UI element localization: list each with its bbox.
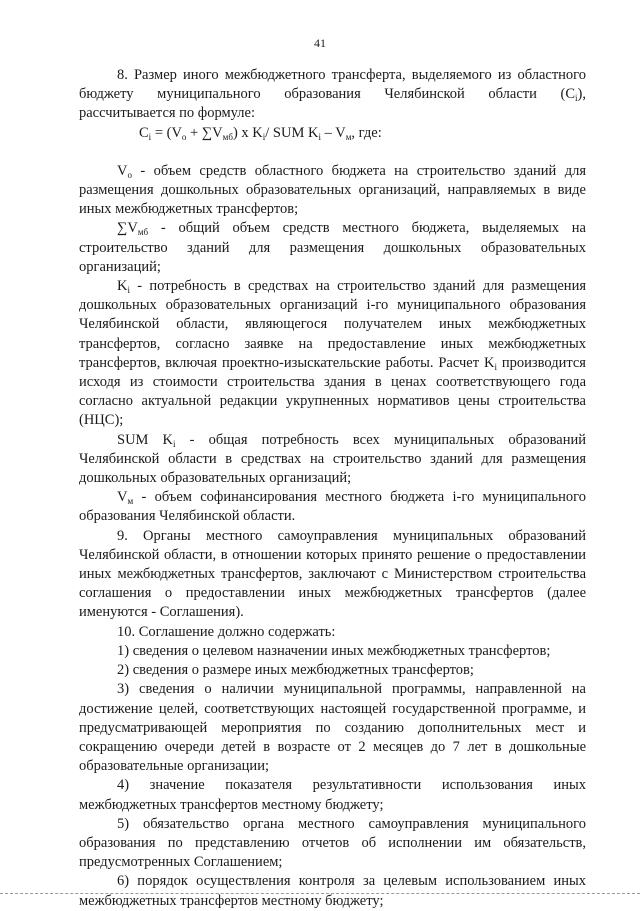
paragraph-8: 8. Размер иного межбюджетного трансферта, выделяемого из областного бюджету муниципального образования Челябинской области $(C_i)$, рассчитывается по формуле: — [79, 67, 586, 122]
paragraph-10: 10. Соглашение должно содержать: — [117, 623, 336, 640]
formula: $C_i = (V_o + \sum V_{мб})$ x $K_i/$ SUM $K_i - V_м$, где: — [139, 124, 382, 142]
page-number: 41 — [314, 36, 326, 50]
definition-ki: $K_i$ - потребность в средствах на строительство зданий для размещения дошкольных образовательных организаций i-го муниципального образования Челябинской области, являющегося получателем иных межбюджетных трансфертов, согласно заявке на предоставление иных межбюджетных трансфертов, включая проектно-изыскательские работы. Расчет $K_i$ производится исходя из стоимости строительства здания в ценах соответствующего года согласно актуальной редакции укрупненных нормативов цены строительства (НЦС); — [79, 278, 586, 429]
list-item: 6) порядок осуществления контроля за целевым использованием иных межбюджетных трансфертов местному бюджету; — [79, 873, 586, 909]
definition-vmb: $\sum V_{мб}$ - общий объем средств местного бюджета, выделяемых на строительство зданий для размещения дошкольных образовательных организаций; — [79, 220, 586, 275]
blank-line — [79, 143, 586, 162]
definition-v0: $V_o$ - объем средств областного бюджета на строительство зданий для размещения дошкольных образовательных организаций, направляемых в виде иных межбюджетных трансфертов; — [79, 162, 586, 218]
list-item: 4) значение показателя результативности использования иных межбюджетных трансфертов местному бюджету; — [79, 777, 586, 813]
document-body — [79, 66, 586, 911]
list-item: 1) сведения о целевом назначении иных межбюджетных трансфертов; — [117, 642, 551, 659]
list-item: 3) сведения о наличии муниципальной программы, направленной на достижение целей, соответствующих настоящей государственной программе, и предусматривающей мероприятия по созданию дополнительных мест и сокращению очереди детей в возрасте от 2 месяцев до 7 лет в дошкольные образовательные организации; — [79, 681, 586, 775]
definition-sumki: SUM $K_i$ - общая потребность всех муниципальных образований Челябинской области в средствах на строительство зданий для размещения дошкольных образовательных организаций; — [79, 431, 586, 487]
list-item: 5) обязательство органа местного самоуправления муниципального образования по представлению отчетов об исполнении им обязательств, предусмотренных Соглашением; — [79, 815, 586, 871]
definition-vm: $V_м$ - объем софинансирования местного бюджета i-го муниципального образования Челябинской области. — [79, 489, 586, 525]
paragraph-9: 9. Органы местного самоуправления муниципальных образований Челябинской области, в отношении которых принято решение о предоставлении иных межбюджетных трансфертов, заключают с Министерством строительства соглашения о предоставлении иных межбюджетных трансфертов (далее именуются - Соглашения). — [79, 527, 586, 621]
list-item: 2) сведения о размере иных межбюджетных трансфертов; — [117, 662, 474, 679]
scan-edge-line — [0, 893, 640, 894]
